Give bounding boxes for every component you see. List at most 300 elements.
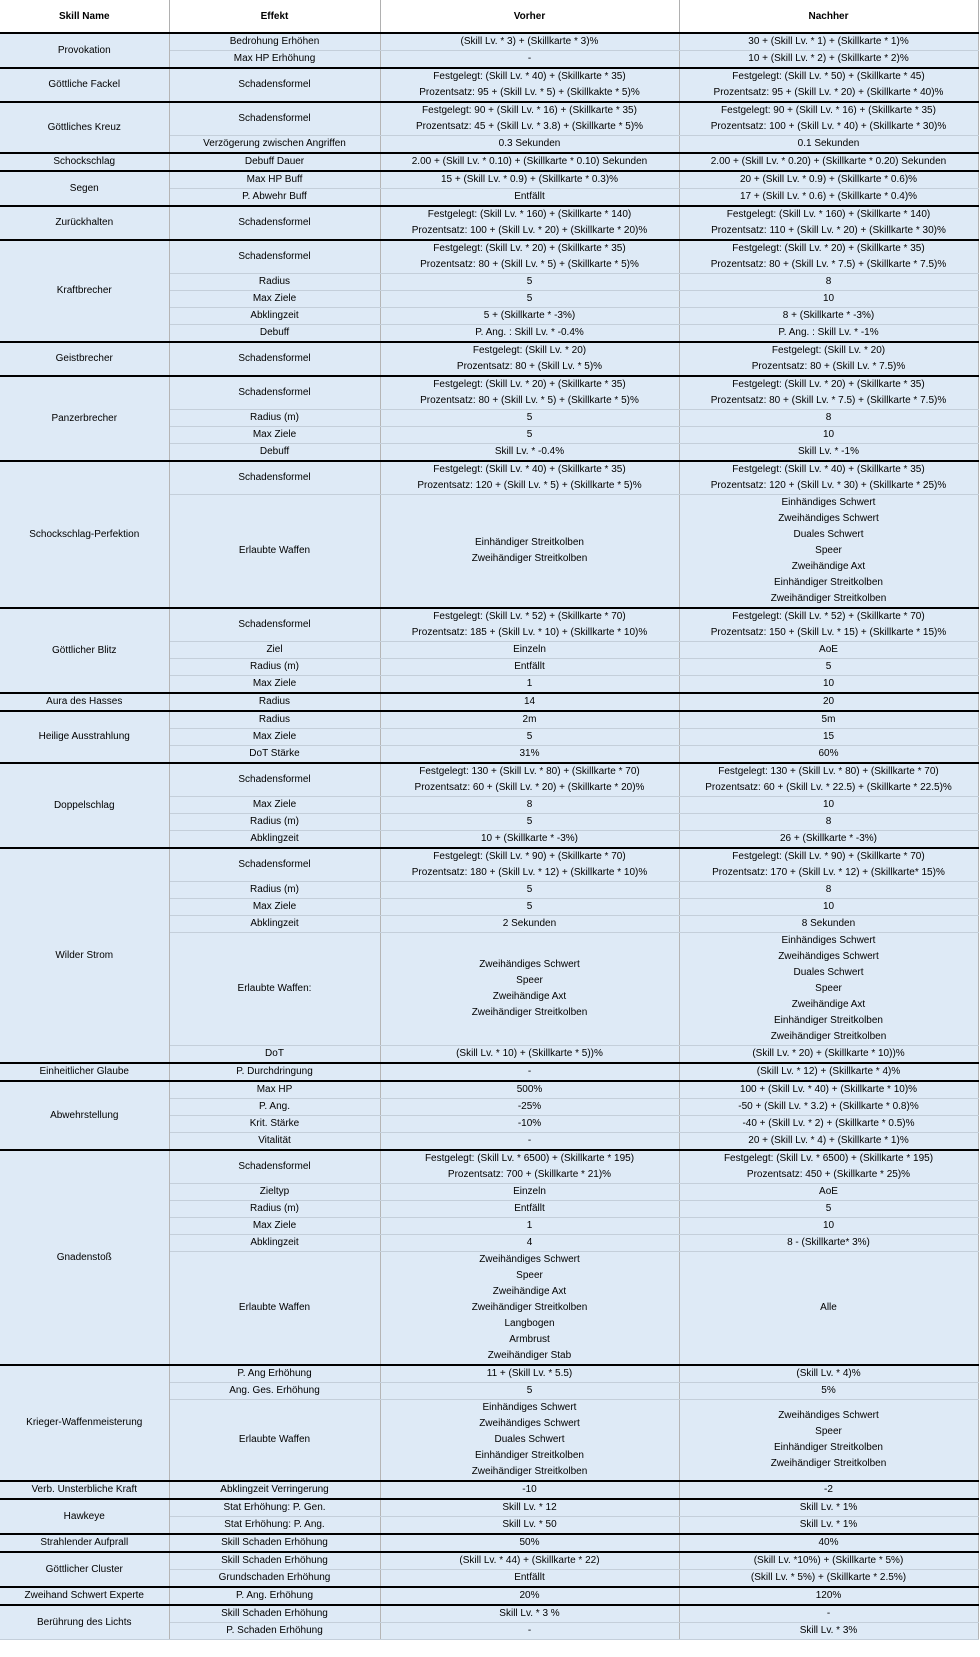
before-cell-line: 2m xyxy=(522,714,537,725)
before-cell xyxy=(380,1517,679,1535)
after-cell xyxy=(679,495,978,609)
effect-cell: DoT xyxy=(169,1046,380,1064)
before-cell-line: 8 xyxy=(526,799,533,810)
before-cell-line: Festgelegt: (Skill Lv. * 6500) + (Skillkarte * 195) xyxy=(424,1153,635,1164)
before-cell xyxy=(380,848,679,882)
after-cell-line: Festgelegt: (Skill Lv. * 90) + (Skillkarte * 70) xyxy=(732,851,925,862)
skill-name-cell: Hawkeye xyxy=(0,1499,169,1534)
before-cell-line: 15 + (Skill Lv. * 0.9) + (Skillkarte * 0.3)% xyxy=(440,174,619,185)
after-cell-line: Festgelegt: 130 + (Skill Lv. * 80) + (Skillkarte * 70) xyxy=(718,766,939,777)
after-cell-line: Prozentsatz: 120 + (Skill Lv. * 30) + (Skillkarte * 25)% xyxy=(710,480,947,491)
after-cell-line: (Skill Lv. * 12) + (Skillkarte * 4)% xyxy=(756,1066,901,1077)
skill-name-cell: Göttliche Fackel xyxy=(0,68,169,102)
before-cell xyxy=(380,342,679,376)
header-skill-name: Skill Name xyxy=(0,0,169,33)
before-cell xyxy=(380,916,679,933)
before-cell xyxy=(380,427,679,444)
effect-cell: P. Durchdringung xyxy=(169,1063,380,1081)
effect-cell: Ziel xyxy=(169,642,380,659)
before-cell-line: Prozentsatz: 120 + (Skill Lv. * 5) + (Skillkarte * 5)% xyxy=(417,480,642,491)
after-cell-line: Festgelegt: 90 + (Skill Lv. * 16) + (Skillkarte * 35) xyxy=(721,105,936,116)
before-cell-line: Festgelegt: (Skill Lv. * 160) + (Skillkarte * 140) xyxy=(427,209,632,220)
before-cell-line: 5 xyxy=(526,901,533,912)
before-cell xyxy=(380,814,679,831)
effect-cell: Debuff Dauer xyxy=(169,153,380,171)
effect-cell: Max Ziele xyxy=(169,427,380,444)
before-cell-line: (Skill Lv. * 44) + (Skillkarte * 22) xyxy=(459,1555,600,1566)
before-cell xyxy=(380,1365,679,1383)
after-cell xyxy=(679,376,978,410)
after-cell xyxy=(679,308,978,325)
after-cell xyxy=(679,1081,978,1099)
after-cell-line: 100 + (Skill Lv. * 40) + (Skillkarte * 10)% xyxy=(739,1084,918,1095)
skill-name-cell: Krieger-Waffenmeisterung xyxy=(0,1365,169,1481)
after-cell xyxy=(679,1235,978,1252)
after-cell-line: Festgelegt: (Skill Lv. * 20) xyxy=(771,345,886,356)
before-cell-line: 5 + (Skillkarte * -3%) xyxy=(483,310,576,321)
before-cell xyxy=(380,1252,679,1366)
effect-cell: Verzögerung zwischen Angriffen xyxy=(169,136,380,154)
after-cell xyxy=(679,1150,978,1184)
before-cell-line: Speer xyxy=(516,1270,543,1281)
after-cell-line: 8 xyxy=(825,412,832,423)
before-cell xyxy=(380,933,679,1046)
after-cell xyxy=(679,325,978,343)
before-cell-line: Armbrust xyxy=(509,1334,550,1345)
effect-cell: Abklingzeit xyxy=(169,1235,380,1252)
before-cell-line: - xyxy=(527,1625,532,1636)
before-cell xyxy=(380,444,679,462)
table-row xyxy=(0,153,978,171)
after-cell-line: Skill Lv. * 3% xyxy=(799,1625,858,1636)
before-cell-line: Einhändiger Streitkolben xyxy=(475,1450,584,1461)
before-cell xyxy=(380,899,679,916)
after-cell-line: Duales Schwert xyxy=(793,967,864,978)
after-cell-line: (Skill Lv. * 20) + (Skillkarte * 10))% xyxy=(752,1048,905,1059)
effect-cell: Max HP xyxy=(169,1081,380,1099)
after-cell-line: 5% xyxy=(821,1385,836,1396)
after-cell xyxy=(679,1116,978,1133)
after-cell-line: AoE xyxy=(819,1186,838,1197)
after-cell xyxy=(679,1252,978,1366)
before-cell-line: 5 xyxy=(526,293,533,304)
after-cell-line: 8 Sekunden xyxy=(801,918,856,929)
effect-cell: Schadensformel xyxy=(169,461,380,495)
effect-cell: Max Ziele xyxy=(169,729,380,746)
after-cell xyxy=(679,933,978,1046)
after-cell-line: Einhändiger Streitkolben xyxy=(774,577,883,588)
after-cell xyxy=(679,642,978,659)
after-cell-line: Skill Lv. * 1% xyxy=(799,1502,858,1513)
before-cell xyxy=(380,68,679,102)
before-cell-line: - xyxy=(527,1066,532,1077)
table-row xyxy=(0,763,978,797)
skill-name-cell: Berührung des Lichts xyxy=(0,1605,169,1640)
after-cell-line: 10 xyxy=(822,799,835,810)
after-cell-line: 2.00 + (Skill Lv. * 0.20) + (Skillkarte * 0.20) Sekunden xyxy=(710,156,947,167)
before-cell-line: Prozentsatz: 80 + (Skill Lv. * 5) + (Skillkarte * 5)% xyxy=(420,259,639,270)
after-cell-line: 20 + (Skill Lv. * 4) + (Skillkarte * 1)% xyxy=(748,1135,909,1146)
before-cell-line: Entfällt xyxy=(514,1572,545,1583)
skill-name-cell: Abwehrstellung xyxy=(0,1081,169,1150)
after-cell-line: 30 + (Skill Lv. * 1) + (Skillkarte * 1)% xyxy=(748,36,909,47)
after-cell-line: Zweihändiges Schwert xyxy=(778,951,879,962)
after-cell xyxy=(679,1099,978,1116)
before-cell-line: 10 + (Skillkarte * -3%) xyxy=(481,833,578,844)
before-cell-line: 31% xyxy=(519,748,540,759)
after-cell xyxy=(679,1481,978,1499)
after-cell xyxy=(679,608,978,642)
after-cell-line: Zweihändiger Streitkolben xyxy=(770,1031,887,1042)
before-cell xyxy=(380,1552,679,1570)
before-cell xyxy=(380,763,679,797)
skill-name-cell: Göttliches Kreuz xyxy=(0,102,169,153)
table-row xyxy=(0,206,978,240)
before-cell-line: 2.00 + (Skill Lv. * 0.10) + (Skillkarte * 0.10) Sekunden xyxy=(411,156,648,167)
effect-cell: Radius xyxy=(169,693,380,711)
after-cell-line: AoE xyxy=(819,644,838,655)
after-cell xyxy=(679,729,978,746)
before-cell xyxy=(380,325,679,343)
before-cell-line: Duales Schwert xyxy=(494,1434,565,1445)
table-row xyxy=(0,1499,978,1517)
after-cell-line: Zweihändige Axt xyxy=(791,561,866,572)
after-cell-line: Prozentsatz: 150 + (Skill Lv. * 15) + (Skillkarte * 15)% xyxy=(710,627,947,638)
after-cell xyxy=(679,153,978,171)
after-cell-line: 20 xyxy=(822,696,835,707)
before-cell xyxy=(380,676,679,694)
after-cell-line: 15 xyxy=(822,731,835,742)
before-cell-line: 5 xyxy=(526,731,533,742)
skill-name-cell: Segen xyxy=(0,171,169,206)
header-after: Nachher xyxy=(679,0,978,33)
after-cell xyxy=(679,1400,978,1482)
table-row xyxy=(0,1081,978,1099)
after-cell xyxy=(679,291,978,308)
effect-cell: Erlaubte Waffen xyxy=(169,1252,380,1366)
before-cell xyxy=(380,189,679,207)
effect-cell: Vitalität xyxy=(169,1133,380,1151)
before-cell xyxy=(380,240,679,274)
before-cell-line: 4 xyxy=(526,1237,533,1248)
before-cell xyxy=(380,711,679,729)
before-cell-line: -10% xyxy=(517,1118,542,1129)
effect-cell: Max Ziele xyxy=(169,291,380,308)
skill-name-cell: Kraftbrecher xyxy=(0,240,169,342)
skill-name-cell: Einheitlicher Glaube xyxy=(0,1063,169,1081)
after-cell xyxy=(679,1534,978,1552)
skill-name-cell: Gnadenstoß xyxy=(0,1150,169,1365)
after-cell xyxy=(679,1218,978,1235)
after-cell-line: Prozentsatz: 80 + (Skill Lv. * 7.5)% xyxy=(751,361,906,372)
before-cell-line: 5 xyxy=(526,1385,533,1396)
after-cell xyxy=(679,1063,978,1081)
before-cell xyxy=(380,1587,679,1605)
before-cell-line: -25% xyxy=(517,1101,542,1112)
effect-cell: Radius (m) xyxy=(169,410,380,427)
before-cell-line: Festgelegt: (Skill Lv. * 40) + (Skillkarte * 35) xyxy=(433,71,626,82)
before-cell xyxy=(380,1063,679,1081)
after-cell xyxy=(679,206,978,240)
before-cell xyxy=(380,1481,679,1499)
before-cell-line: 20% xyxy=(519,1590,540,1601)
before-cell xyxy=(380,136,679,154)
after-cell-line: 20 + (Skill Lv. * 0.9) + (Skillkarte * 0.6)% xyxy=(739,174,918,185)
after-cell-line: Festgelegt: (Skill Lv. * 160) + (Skillkarte * 140) xyxy=(726,209,931,220)
before-cell-line: Skill Lv. * -0.4% xyxy=(494,446,565,457)
effect-cell: Ang. Ges. Erhöhung xyxy=(169,1383,380,1400)
effect-cell: P. Ang. xyxy=(169,1099,380,1116)
before-cell xyxy=(380,1623,679,1640)
after-cell xyxy=(679,1623,978,1640)
effect-cell: Abklingzeit xyxy=(169,308,380,325)
after-cell-line: Prozentsatz: 95 + (Skill Lv. * 20) + (Skillkarte * 40)% xyxy=(713,87,944,98)
after-cell xyxy=(679,240,978,274)
after-cell-line: -2 xyxy=(824,1484,833,1495)
after-cell xyxy=(679,797,978,814)
before-cell-line: 1 xyxy=(526,1220,533,1231)
before-cell-line: 2 Sekunden xyxy=(502,918,557,929)
before-cell-line: Prozentsatz: 60 + (Skill Lv. * 20) + (Skillkarte * 20)% xyxy=(414,782,645,793)
skill-name-cell: Schockschlag-Perfektion xyxy=(0,461,169,608)
after-cell-line: 60% xyxy=(818,748,839,759)
table-row xyxy=(0,342,978,376)
before-cell xyxy=(380,1184,679,1201)
before-cell-line: Zweihändige Axt xyxy=(492,1286,567,1297)
before-cell-line: Zweihändiger Streitkolben xyxy=(471,553,588,564)
skill-name-cell: Strahlender Aufprall xyxy=(0,1534,169,1552)
after-cell-line: Prozentsatz: 110 + (Skill Lv. * 20) + (Skillkarte * 30)% xyxy=(711,225,946,236)
skill-name-cell: Göttlicher Blitz xyxy=(0,608,169,693)
before-cell xyxy=(380,1116,679,1133)
before-cell-line: 5 xyxy=(526,276,533,287)
table-row xyxy=(0,102,978,136)
before-cell-line: Prozentsatz: 185 + (Skill Lv. * 10) + (Skillkarte * 10)% xyxy=(411,627,648,638)
effect-cell: Schadensformel xyxy=(169,376,380,410)
table-body xyxy=(0,33,978,1640)
skill-name-cell: Heilige Ausstrahlung xyxy=(0,711,169,763)
before-cell-line: 11 + (Skill Lv. * 5.5) xyxy=(486,1368,573,1379)
after-cell-line: Festgelegt: (Skill Lv. * 20) + (Skillkarte * 35) xyxy=(732,243,925,254)
after-cell-line: 10 xyxy=(822,901,835,912)
effect-cell: Zieltyp xyxy=(169,1184,380,1201)
before-cell xyxy=(380,882,679,899)
after-cell xyxy=(679,916,978,933)
before-cell xyxy=(380,1235,679,1252)
before-cell-line: Prozentsatz: 45 + (Skill Lv. * 3.8) + (Skillkarte * 5)% xyxy=(415,121,644,132)
before-cell xyxy=(380,1133,679,1151)
effect-cell: Skill Schaden Erhöhung xyxy=(169,1605,380,1623)
after-cell-line: -50 + (Skill Lv. * 3.2) + (Skillkarte * 0.8)% xyxy=(738,1101,919,1112)
after-cell xyxy=(679,676,978,694)
effect-cell: Schadensformel xyxy=(169,68,380,102)
before-cell xyxy=(380,1046,679,1064)
after-cell xyxy=(679,410,978,427)
table-row xyxy=(0,693,978,711)
before-cell-line: Entfällt xyxy=(514,1203,545,1214)
after-cell-line: Zweihändiges Schwert xyxy=(778,1410,879,1421)
before-cell xyxy=(380,1218,679,1235)
before-cell-line: Prozentsatz: 700 + (Skillkarte * 21)% xyxy=(447,1169,612,1180)
effect-cell: Krit. Stärke xyxy=(169,1116,380,1133)
skill-name-cell: Verb. Unsterbliche Kraft xyxy=(0,1481,169,1499)
skill-name-cell: Göttlicher Cluster xyxy=(0,1552,169,1587)
effect-cell: Schadensformel xyxy=(169,1150,380,1184)
before-cell-line: Festgelegt: (Skill Lv. * 90) + (Skillkarte * 70) xyxy=(433,851,626,862)
after-cell-line: 5 xyxy=(825,661,832,672)
after-cell xyxy=(679,51,978,69)
before-cell-line: Prozentsatz: 100 + (Skill Lv. * 20) + (Skillkarte * 20)% xyxy=(411,225,648,236)
after-cell-line: Speer xyxy=(815,1426,842,1437)
before-cell-line: Einhändiges Schwert xyxy=(482,1402,577,1413)
before-cell xyxy=(380,1099,679,1116)
after-cell xyxy=(679,746,978,764)
before-cell-line: -10 xyxy=(522,1484,537,1495)
effect-cell: P. Abwehr Buff xyxy=(169,189,380,207)
after-cell-line: Prozentsatz: 170 + (Skill Lv. * 12) + (Skillkarte* 15)% xyxy=(712,867,945,878)
after-cell xyxy=(679,33,978,51)
after-cell-line: Speer xyxy=(815,983,842,994)
before-cell-line: Festgelegt: 130 + (Skill Lv. * 80) + (Skillkarte * 70) xyxy=(419,766,640,777)
skill-name-cell: Wilder Strom xyxy=(0,848,169,1063)
before-cell xyxy=(380,1081,679,1099)
table-row xyxy=(0,1063,978,1081)
effect-cell: Max HP Erhöhung xyxy=(169,51,380,69)
after-cell-line: 5m xyxy=(821,714,836,725)
after-cell-line: 120% xyxy=(815,1590,842,1601)
after-cell-line: Prozentsatz: 100 + (Skill Lv. * 40) + (Skillkarte * 30)% xyxy=(710,121,947,132)
before-cell-line: Festgelegt: (Skill Lv. * 52) + (Skillkarte * 70) xyxy=(433,611,626,622)
effect-cell: P. Schaden Erhöhung xyxy=(169,1623,380,1640)
before-cell-line: Zweihändiges Schwert xyxy=(479,1254,580,1265)
effect-cell: Radius (m) xyxy=(169,882,380,899)
after-cell-line: Festgelegt: (Skill Lv. * 40) + (Skillkarte * 35) xyxy=(732,464,925,475)
before-cell-line: Prozentsatz: 95 + (Skill Lv. * 5) + (Skillkakte * 5)% xyxy=(419,87,640,98)
effect-cell: Schadensformel xyxy=(169,206,380,240)
before-cell-line: 1 xyxy=(526,678,533,689)
after-cell-line: Festgelegt: (Skill Lv. * 52) + (Skillkarte * 70) xyxy=(732,611,925,622)
after-cell-line: (Skill Lv. * 4)% xyxy=(796,1368,861,1379)
effect-cell: Grundschaden Erhöhung xyxy=(169,1570,380,1588)
after-cell xyxy=(679,1587,978,1605)
after-cell-line: Einhändiges Schwert xyxy=(781,935,876,946)
before-cell-line: Prozentsatz: 80 + (Skill Lv. * 5) + (Skillkarte * 5)% xyxy=(420,395,639,406)
after-cell-line: Prozentsatz: 80 + (Skill Lv. * 7.5) + (Skillkarte * 7.5)% xyxy=(710,259,947,270)
before-cell-line: - xyxy=(527,1135,532,1146)
effect-cell: Radius xyxy=(169,711,380,729)
after-cell-line: Alle xyxy=(820,1302,837,1313)
before-cell-line: Festgelegt: (Skill Lv. * 20) + (Skillkarte * 35) xyxy=(433,243,626,254)
table-row xyxy=(0,33,978,51)
before-cell-line: - xyxy=(527,53,532,64)
effect-cell: Max HP Buff xyxy=(169,171,380,189)
effect-cell: Max Ziele xyxy=(169,797,380,814)
skill-name-cell: Aura des Hasses xyxy=(0,693,169,711)
before-cell xyxy=(380,1383,679,1400)
before-cell xyxy=(380,376,679,410)
table-row xyxy=(0,376,978,410)
effect-cell: Debuff xyxy=(169,444,380,462)
table-row xyxy=(0,1534,978,1552)
before-cell-line: Speer xyxy=(516,975,543,986)
after-cell xyxy=(679,1201,978,1218)
effect-cell: Stat Erhöhung: P. Gen. xyxy=(169,1499,380,1517)
after-cell-line: 0.1 Sekunden xyxy=(797,138,860,149)
after-cell-line: Zweihändiger Streitkolben xyxy=(770,593,887,604)
before-cell xyxy=(380,495,679,609)
before-cell xyxy=(380,102,679,136)
before-cell xyxy=(380,1400,679,1482)
after-cell-line: - xyxy=(826,1608,831,1619)
after-cell-line: Festgelegt: (Skill Lv. * 6500) + (Skillkarte * 195) xyxy=(723,1153,934,1164)
header-effect: Effekt xyxy=(169,0,380,33)
table-row xyxy=(0,848,978,882)
after-cell-line: Skill Lv. * 1% xyxy=(799,1519,858,1530)
before-cell-line: Festgelegt: 90 + (Skill Lv. * 16) + (Skillkarte * 35) xyxy=(422,105,637,116)
before-cell xyxy=(380,608,679,642)
after-cell xyxy=(679,427,978,444)
skill-name-cell: Zurückhalten xyxy=(0,206,169,240)
after-cell xyxy=(679,1365,978,1383)
effect-cell: Max Ziele xyxy=(169,899,380,916)
after-cell xyxy=(679,831,978,849)
table-row xyxy=(0,240,978,274)
table-row xyxy=(0,1605,978,1623)
after-cell-line: Speer xyxy=(815,545,842,556)
after-cell-line: 8 - (Skillkarte* 3%) xyxy=(787,1237,870,1248)
before-cell xyxy=(380,308,679,325)
after-cell-line: Skill Lv. * -1% xyxy=(798,446,859,457)
before-cell xyxy=(380,1605,679,1623)
after-cell-line: Festgelegt: (Skill Lv. * 50) + (Skillkarte * 45) xyxy=(732,71,925,82)
header-before: Vorher xyxy=(380,0,679,33)
before-cell-line: Einhändiger Streitkolben xyxy=(475,537,584,548)
after-cell xyxy=(679,274,978,291)
after-cell-line: Festgelegt: (Skill Lv. * 20) + (Skillkarte * 35) xyxy=(732,379,925,390)
effect-cell: Skill Schaden Erhöhung xyxy=(169,1552,380,1570)
effect-cell: Abklingzeit xyxy=(169,916,380,933)
skill-name-cell: Doppelschlag xyxy=(0,763,169,848)
before-cell-line: 5 xyxy=(526,412,533,423)
after-cell xyxy=(679,1046,978,1064)
after-cell-line: Einhändiger Streitkolben xyxy=(774,1442,883,1453)
table-row xyxy=(0,1365,978,1383)
before-cell xyxy=(380,746,679,764)
before-cell-line: 14 xyxy=(523,696,536,707)
before-cell xyxy=(380,153,679,171)
skill-name-cell: Provokation xyxy=(0,33,169,68)
effect-cell: Max Ziele xyxy=(169,1218,380,1235)
table-row xyxy=(0,1150,978,1184)
after-cell-line: Einhändiges Schwert xyxy=(781,497,876,508)
after-cell xyxy=(679,763,978,797)
before-cell-line: 0.3 Sekunden xyxy=(498,138,561,149)
effect-cell: Bedrohung Erhöhen xyxy=(169,33,380,51)
after-cell xyxy=(679,1552,978,1570)
after-cell-line: Zweihändige Axt xyxy=(791,999,866,1010)
before-cell-line: 5 xyxy=(526,884,533,895)
after-cell xyxy=(679,659,978,676)
after-cell-line: 8 xyxy=(825,276,832,287)
before-cell xyxy=(380,33,679,51)
after-cell-line: (Skill Lv. *10%) + (Skillkarte * 5%) xyxy=(753,1555,904,1566)
effect-cell: Radius (m) xyxy=(169,1201,380,1218)
effect-cell: Schadensformel xyxy=(169,342,380,376)
before-cell-line: Einzeln xyxy=(513,644,546,655)
before-cell xyxy=(380,1534,679,1552)
before-cell-line: (Skill Lv. * 10) + (Skillkarte * 5))% xyxy=(456,1048,603,1059)
after-cell-line: (Skill Lv. * 5%) + (Skillkarte * 2.5%) xyxy=(750,1572,907,1583)
